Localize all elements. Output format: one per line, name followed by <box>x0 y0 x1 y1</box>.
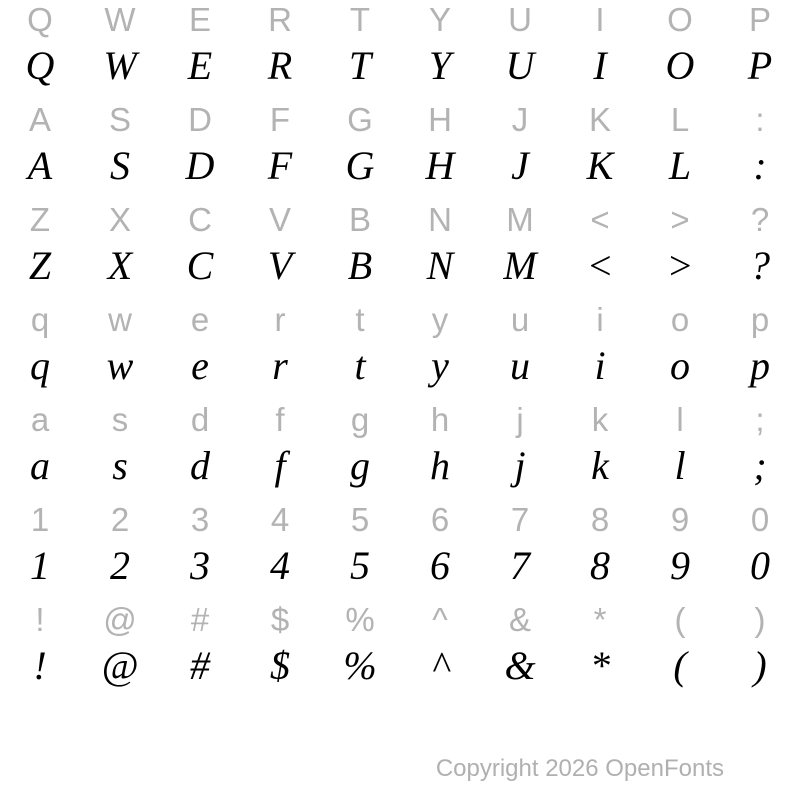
sample-glyph: M <box>503 243 537 288</box>
sample-glyph: W <box>103 43 137 88</box>
sample-glyph: y <box>431 343 449 388</box>
sample-glyph: B <box>347 243 373 288</box>
sample-glyph: 4 <box>270 543 290 588</box>
sample-glyph: Q <box>25 43 55 88</box>
reference-glyph: P <box>748 1 771 38</box>
reference-glyph: L <box>670 101 690 138</box>
reference-glyph: ? <box>750 201 770 238</box>
reference-glyph: 2 <box>110 501 130 538</box>
glyph-row-reference-7 <box>0 600 800 640</box>
glyph-row-sample-2 <box>0 140 800 192</box>
reference-glyph: 1 <box>30 501 50 538</box>
reference-glyph: : <box>755 101 765 138</box>
reference-glyph: G <box>347 101 373 138</box>
reference-glyph: S <box>108 101 131 138</box>
reference-glyph: V <box>268 201 291 238</box>
reference-glyph: l <box>676 401 684 438</box>
sample-glyph: j <box>514 443 526 488</box>
reference-glyph: ) <box>754 601 766 638</box>
sample-glyph: f <box>274 443 286 488</box>
sample-glyph: a <box>30 443 50 488</box>
glyph-row-reference-3 <box>0 200 800 240</box>
sample-glyph: & <box>504 643 536 688</box>
sample-glyph: o <box>670 343 690 388</box>
reference-glyph: p <box>750 301 770 338</box>
sample-glyph: ! <box>33 643 47 688</box>
sample-glyph: ; <box>753 443 767 488</box>
reference-glyph: N <box>428 201 452 238</box>
reference-glyph: g <box>350 401 370 438</box>
sample-glyph: U <box>505 43 535 88</box>
sample-glyph: * <box>590 643 610 688</box>
sample-glyph: > <box>666 243 694 288</box>
reference-glyph: ^ <box>432 601 448 638</box>
sample-glyph: q <box>30 343 50 388</box>
reference-glyph: ( <box>674 601 686 638</box>
sample-glyph: G <box>345 143 375 188</box>
glyph-row-sample-7 <box>0 640 800 692</box>
reference-glyph: j <box>516 401 524 438</box>
reference-glyph: 3 <box>190 501 210 538</box>
sample-glyph: ^ <box>431 643 449 688</box>
reference-glyph: k <box>591 401 609 438</box>
reference-glyph: 9 <box>670 501 690 538</box>
reference-glyph: C <box>188 201 212 238</box>
glyph-row-sample-4 <box>0 340 800 392</box>
reference-glyph: o <box>670 301 690 338</box>
sample-glyph: l <box>674 443 686 488</box>
reference-glyph: q <box>30 301 50 338</box>
sample-glyph: % <box>343 643 377 688</box>
reference-glyph: i <box>596 301 604 338</box>
reference-glyph: # <box>190 601 210 638</box>
sample-glyph: F <box>267 143 293 188</box>
reference-glyph: J <box>511 101 529 138</box>
sample-glyph: 2 <box>110 543 130 588</box>
reference-glyph: Y <box>428 1 451 38</box>
reference-glyph: B <box>348 201 371 238</box>
sample-glyph: u <box>510 343 530 388</box>
reference-glyph: H <box>428 101 452 138</box>
reference-glyph: 5 <box>350 501 370 538</box>
sample-glyph: # <box>190 643 210 688</box>
sample-glyph: H <box>425 143 455 188</box>
sample-glyph: h <box>430 443 450 488</box>
sample-glyph: p <box>750 343 770 388</box>
sample-glyph: L <box>668 143 692 188</box>
sample-glyph: 5 <box>350 543 370 588</box>
sample-glyph: X <box>107 243 133 288</box>
reference-glyph: E <box>188 1 211 38</box>
sample-glyph: S <box>110 143 130 188</box>
reference-glyph: K <box>588 101 611 138</box>
glyph-row-reference-4 <box>0 300 800 340</box>
sample-glyph: 3 <box>190 543 210 588</box>
sample-glyph: @ <box>101 643 139 688</box>
sample-glyph: I <box>593 43 607 88</box>
sample-glyph: 0 <box>750 543 770 588</box>
reference-glyph: ! <box>35 601 45 638</box>
reference-glyph: M <box>506 201 534 238</box>
reference-glyph: @ <box>103 601 137 638</box>
sample-glyph: k <box>591 443 609 488</box>
sample-glyph: K <box>586 143 614 188</box>
reference-glyph: a <box>30 401 50 438</box>
sample-glyph: d <box>190 443 210 488</box>
reference-glyph: 6 <box>430 501 450 538</box>
reference-glyph: 8 <box>590 501 610 538</box>
reference-glyph: $ <box>270 601 290 638</box>
reference-glyph: ; <box>755 401 765 438</box>
reference-glyph: O <box>667 1 693 38</box>
reference-glyph: T <box>349 1 371 38</box>
sample-glyph: $ <box>270 643 290 688</box>
sample-glyph: 6 <box>430 543 450 588</box>
sample-glyph: e <box>191 343 209 388</box>
sample-glyph: : <box>753 143 767 188</box>
glyph-row-reference-1 <box>0 0 800 40</box>
reference-glyph: Q <box>27 1 53 38</box>
sample-glyph: A <box>27 143 53 188</box>
glyph-row-sample-5 <box>0 440 800 492</box>
sample-glyph: i <box>594 343 606 388</box>
reference-glyph: t <box>355 301 365 338</box>
reference-glyph: d <box>190 401 210 438</box>
glyph-row-sample-3 <box>0 240 800 292</box>
reference-glyph: & <box>508 601 531 638</box>
reference-glyph: r <box>274 301 286 338</box>
reference-glyph: R <box>268 1 292 38</box>
reference-glyph: > <box>670 201 690 238</box>
reference-glyph: X <box>108 201 131 238</box>
reference-glyph: h <box>430 401 450 438</box>
reference-glyph: D <box>188 101 212 138</box>
reference-glyph: Z <box>29 201 51 238</box>
reference-glyph: F <box>269 101 291 138</box>
reference-glyph: f <box>275 401 285 438</box>
reference-glyph: 7 <box>510 501 530 538</box>
glyph-row-sample-1 <box>0 40 800 92</box>
sample-glyph: r <box>272 343 288 388</box>
sample-glyph: N <box>426 243 454 288</box>
sample-glyph: ) <box>753 643 767 688</box>
sample-glyph: T <box>348 43 372 88</box>
sample-glyph: Y <box>428 43 452 88</box>
sample-glyph: E <box>187 43 213 88</box>
reference-glyph: * <box>593 601 607 638</box>
reference-glyph: 4 <box>270 501 290 538</box>
reference-glyph: u <box>510 301 530 338</box>
reference-glyph: I <box>595 1 605 38</box>
sample-glyph: 8 <box>590 543 610 588</box>
sample-glyph: R <box>267 43 293 88</box>
sample-glyph: 1 <box>30 543 50 588</box>
sample-glyph: J <box>511 143 529 188</box>
glyph-row-sample-6 <box>0 540 800 592</box>
reference-glyph: y <box>431 301 449 338</box>
reference-glyph: A <box>28 101 51 138</box>
reference-glyph: % <box>345 601 375 638</box>
sample-glyph: V <box>267 243 293 288</box>
sample-glyph: t <box>354 343 366 388</box>
reference-glyph: e <box>190 301 210 338</box>
sample-glyph: ( <box>673 643 687 688</box>
glyph-row-reference-5 <box>0 400 800 440</box>
sample-glyph: g <box>350 443 370 488</box>
sample-glyph: < <box>586 243 614 288</box>
sample-glyph: P <box>747 43 773 88</box>
sample-glyph: C <box>186 243 214 288</box>
sample-glyph: 9 <box>670 543 690 588</box>
sample-glyph: O <box>665 43 695 88</box>
sample-glyph: Z <box>28 243 52 288</box>
sample-glyph: w <box>106 343 134 388</box>
reference-glyph: U <box>508 1 532 38</box>
sample-glyph: D <box>185 143 215 188</box>
copyright-text: Copyright 2026 OpenFonts <box>435 755 724 782</box>
glyph-row-reference-6 <box>0 500 800 540</box>
glyph-row-reference-2 <box>0 100 800 140</box>
reference-glyph: < <box>590 201 610 238</box>
sample-glyph: 7 <box>510 543 530 588</box>
sample-glyph: ? <box>750 243 770 288</box>
reference-glyph: 0 <box>750 501 770 538</box>
reference-glyph: W <box>104 1 136 38</box>
sample-glyph: s <box>112 443 128 488</box>
reference-glyph: w <box>108 301 132 338</box>
reference-glyph: s <box>111 401 129 438</box>
